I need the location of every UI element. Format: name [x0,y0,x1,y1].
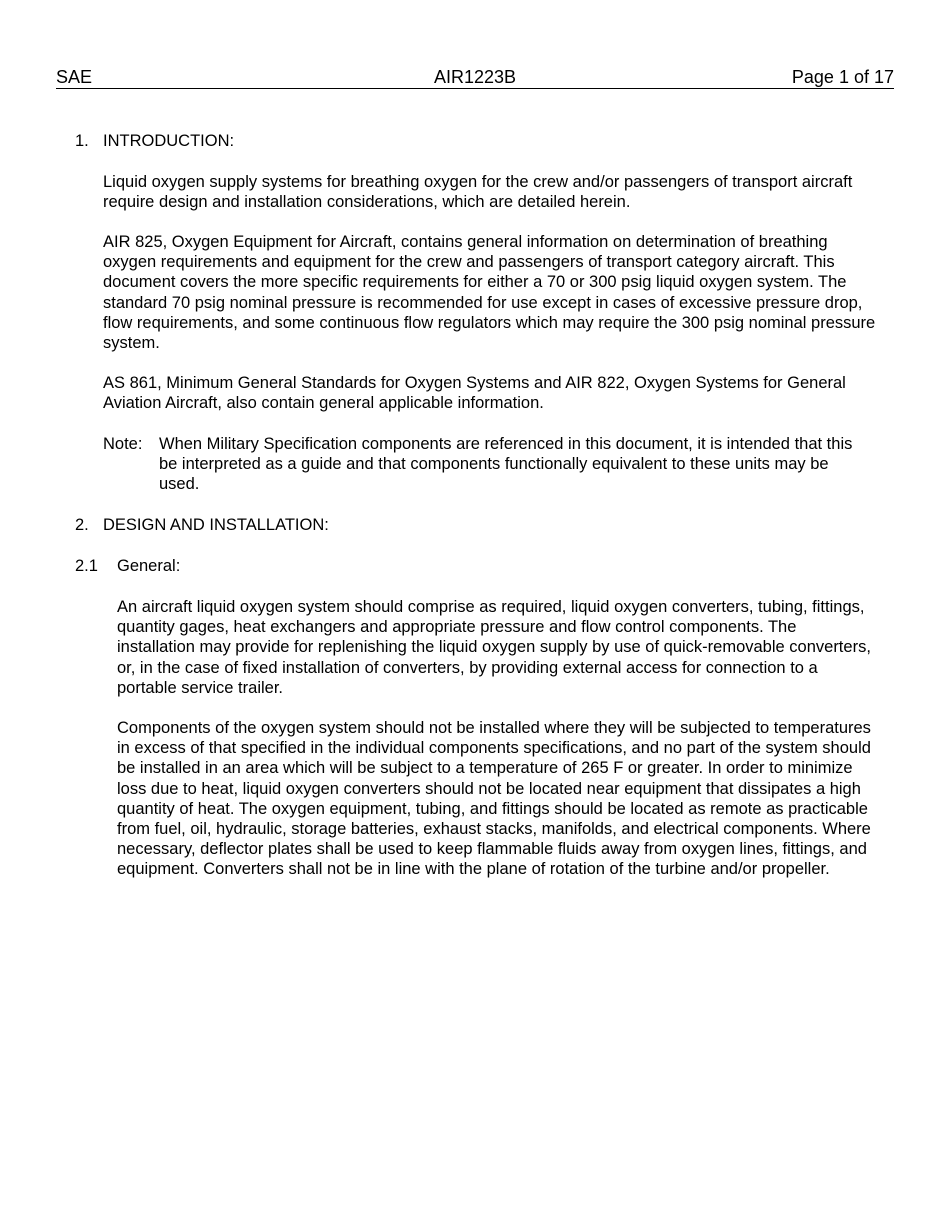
header-organization: SAE [56,67,93,87]
section-1-paragraph-1: Liquid oxygen supply systems for breathing oxygen for the crew and/or passengers of transport aircraft require design and installation considerations, which are detailed herein. [103,173,853,212]
section-1-paragraph-2: AIR 825, Oxygen Equipment for Aircraft, contains general information on determination of breathing oxygen requirements and equipment for the crew and passengers of transport category aircraft. This document covers the more specific requirements for either a 70 or 300 psig liquid oxygen system. The standard 70 psig nominal pressure is recommended for use except in cases of excessive pressure drop, flow requirements, and some continuous flow regulators which may require the 300 psig nominal pressure system. [103,233,876,353]
section-2-1-title: General: [117,557,181,575]
section-2-1-heading [75,556,180,576]
section-2-1-paragraph-2: Components of the oxygen system should not be installed where they will be subjected to temperatures in excess of that specified in the individual components specifications, and no part of the system should be installed in an area which will be subject to a temperature of 265 F or greater. In order to minimize loss due to heat, liquid oxygen converters should not be located near equipment that dissipates a high quantity of heat. The oxygen equipment, tubing, and fittings should be located as remote as practicable from fuel, oil, hydraulic, storage batteries, exhaust stacks, manifolds, and electrical components. Where necessary, deflector plates shall be used to keep flammable fluids away from oxygen lines, fittings, and equipment. Converters shall not be in line with the plane of rotation of the turbine and/or propeller. [117,719,871,879]
section-2-number: 2. [75,516,89,534]
note-label: Note: [103,435,143,453]
section-1-number: 1. [75,132,89,150]
section-1-title: INTRODUCTION: [103,132,235,150]
section-1-heading [75,131,234,151]
header-page-number: Page 1 of 17 [791,67,894,87]
section-2-1-number: 2.1 [75,557,98,575]
section-1-paragraph-3: AS 861, Minimum General Standards for Oxygen Systems and AIR 822, Oxygen Systems for General Aviation Aircraft, also contain general applicable information. [103,374,846,413]
page-header [56,66,894,89]
header-document-number: AIR1223B [433,67,517,87]
note-text: When Military Specification components are referenced in this document, it is intended that this be interpreted as a guide and that components functionally equivalent to these units may be used. [159,435,853,494]
section-2-title: DESIGN AND INSTALLATION: [103,516,329,534]
section-2-1-paragraph-1: An aircraft liquid oxygen system should comprise as required, liquid oxygen converters, tubing, fittings, quantity gages, heat exchangers and appropriate pressure and flow control components. The installation may provide for replenishing the liquid oxygen supply by use of quick-removable converters, or, in the case of fixed installation of converters, by providing external access for connection to a portable service trailer. [117,598,871,697]
section-2-heading [75,515,329,535]
